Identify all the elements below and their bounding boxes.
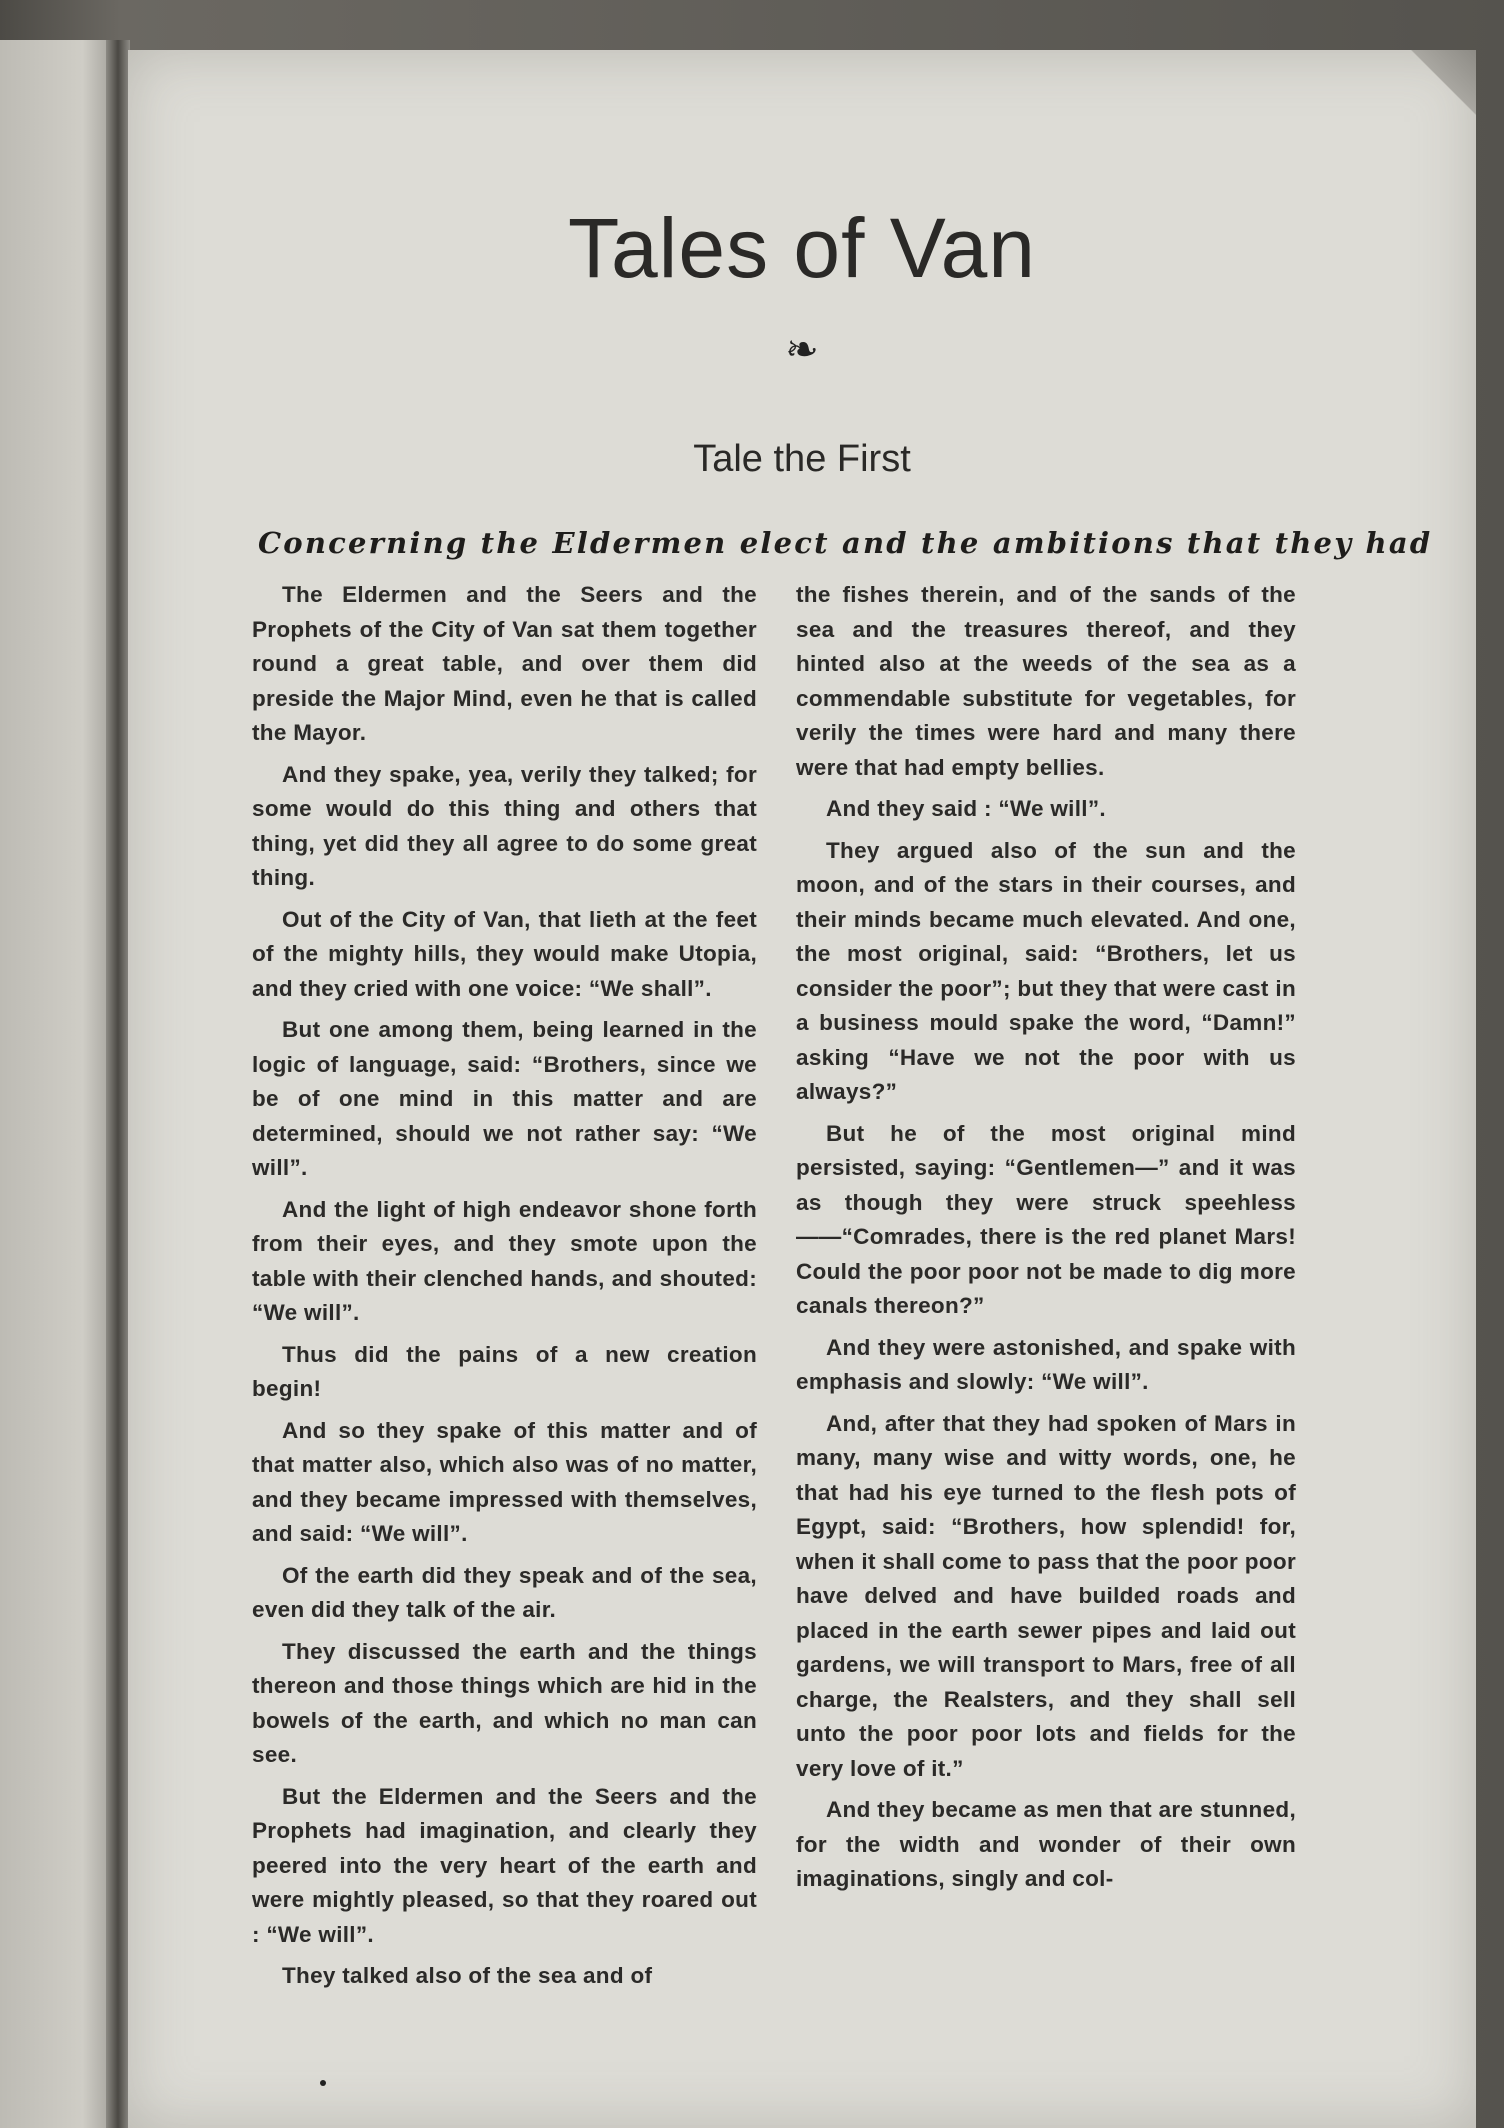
paragraph: Of the earth did they speak and of the sea, even did they talk of the air. <box>252 1562 757 1622</box>
folded-corner <box>1406 50 1476 140</box>
paragraph: And the light of high endeavor shone forth from their eyes, and they smote upon the table with their clenched hands, and shouted: “We will”. <box>252 1196 757 1325</box>
page-title: Tales of Van <box>567 201 1037 295</box>
ink-speck <box>320 2080 326 2086</box>
paragraph: They talked also of the sea and of <box>282 1963 653 1988</box>
paragraph: And, after that they had spoken of Mars in many, many wise and witty words, one, he that had his eye turned to the flesh pots of Egypt, said: “Brothers, how splendid! for, when it shall come to pass that the poor poor have delved and have builded roads and placed in the earth sewer pipes and laid out gardens, we will transport to Mars, free of all charge, the Realsters, and they shall sell unto the poor poor lots and fields for the very love of it.” <box>796 1410 1296 1781</box>
paragraph: But he of the most original mind persisted, saying: “Gentlemen—” and it was as though they were struck speehless——“Comrades, there is the red planet Mars! Could the poor poor not be made to dig more canals thereon?” <box>796 1120 1296 1318</box>
paragraph: Thus did the pains of a new creation begin! <box>252 1341 757 1401</box>
paragraph: And they said : “We will”. <box>826 796 1106 821</box>
paragraph: They argued also of the sun and the moon, and of the stars in their courses, and their minds became much elevated. And one, the most original, said: “Brothers, let us consider the poor”; but they that were cast in a business mould spake the word, “Damn!” asking “Have we not the poor with us always?” <box>796 837 1296 1104</box>
paragraph-continued: the fishes therein, and of the sands of the sea and the treasures thereof, and they hinted also at the weeds of the sea as a commendable substitute for vegetables, for verily the times were hard and many there were that had empty bellies. <box>796 582 1296 780</box>
facing-page-edge <box>0 40 118 2128</box>
paragraph: And they were astonished, and spake with emphasis and slowly: “We will”. <box>796 1334 1296 1394</box>
paragraph: They discussed the earth and the things thereon and those things which are hid in the bowels of the earth, and which no man can see. <box>252 1638 757 1767</box>
chapter-heading: Concerning the Eldermen elect and the ambitions that they had <box>258 526 1433 560</box>
left-column <box>252 578 757 2001</box>
book-page <box>128 50 1476 2128</box>
paragraph: The Eldermen and the Seers and the Prophets of the City of Van sat them together round a great table, and over them did preside the Major Mind, even he that is called the Mayor. <box>252 582 757 745</box>
chapter-subtitle: Tale the First <box>693 438 911 480</box>
book-gutter <box>106 40 130 2128</box>
right-column <box>796 578 1296 1904</box>
paragraph: And they spake, yea, verily they talked; for some would do this thing and others that thing, yet did they all agree to do some great thing. <box>252 761 757 890</box>
ornament-icon: ❧ <box>785 328 819 372</box>
paragraph: But one among them, being learned in the logic of language, said: “Brothers, since we be of one mind in this matter and are determined, should we not rather say: “We will”. <box>252 1017 757 1180</box>
paragraph: But the Eldermen and the Seers and the Prophets had imagination, and clearly they peered into the very heart of the earth and were mightly pleased, so that they roared out : “We will”. <box>252 1783 757 1947</box>
paragraph: Out of the City of Van, that lieth at the feet of the mighty hills, they would make Utopia, and they cried with one voice: “We shall”. <box>252 906 757 1001</box>
paragraph: And they became as men that are stunned, for the width and wonder of their own imaginations, singly and col- <box>796 1797 1296 1891</box>
paragraph: And so they spake of this matter and of that matter also, which also was of no matter, and they became impressed with themselves, and said: “We will”. <box>252 1417 757 1546</box>
